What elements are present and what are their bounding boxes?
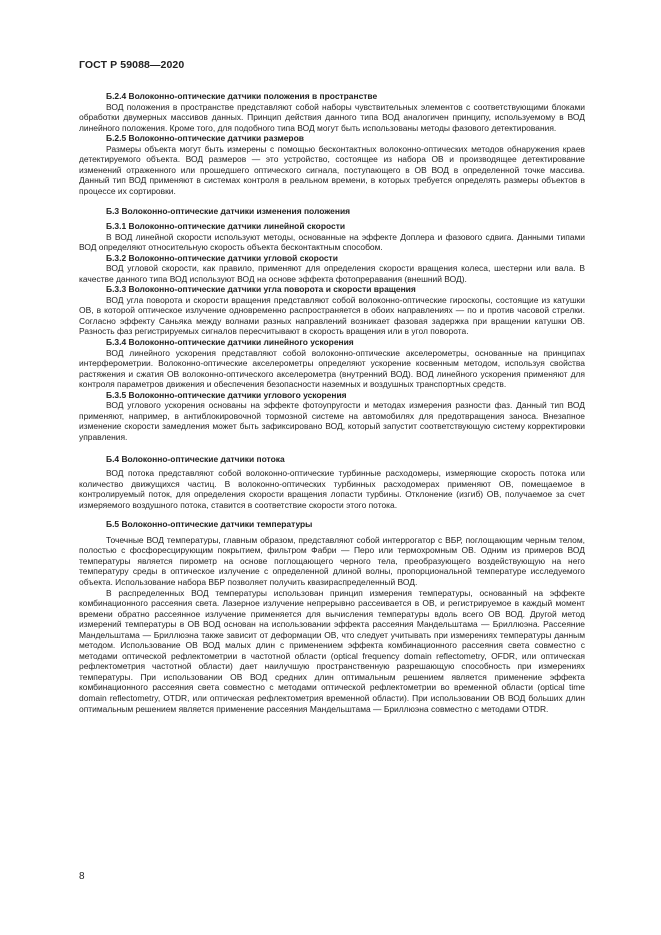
heading-b-3-4: Б.3.4 Волоконно-оптические датчики линейного ускорения — [106, 337, 354, 348]
paragraph-b-3-1: В ВОД линейной скорости используют методы, основанные на эффекте Доплера и фазового сдвига. Данными типами ВОД определяют относительную скорость объекта бесконтактным способом. — [79, 231, 585, 253]
paragraph-b-5-point-sensors: Точечные ВОД температуры, главным образом, представляют собой интеррогатор с ВБР, поглощающим черным телом, полостью с фосфоресцирующим покрытием, фильтром Фабри — Перо или термохромным ОВ. Одним из примеров ВОД температуры является пирометр на основе поглощающего черного тела, преобразующего воздействующую на него температуру среды в оптическое излучение с определенной длиной волны, пропорциональной температуре исследуемого объекта. Использование набора ВБР позволяет получить квазираспределенный ВОД. — [79, 534, 585, 587]
paragraph-b-4: ВОД потока представляют собой волоконно-оптические турбинные расходомеры, измеряющие скорость потока или количество движущихся частиц. В волоконно-оптических турбинных расходомерах применяют ОВ, помещаемое в контролируемый поток, для определения скорости вращения лопасти турбины. Отклонение (изгиб) ОВ, получаемое за счет измеряемого воздушного потока, ставится в соответствие скорости этого потока. — [79, 468, 585, 510]
heading-b-2-4: Б.2.4 Волоконно-оптические датчики положения в пространстве — [106, 91, 378, 101]
paragraph-b-3-4: ВОД линейного ускорения представляют собой волоконно-оптические акселерометры, основанные на принципах интерферометрии. Волоконно-оптические акселерометры определяют ускорение косвенным методом, используя свойства растяжения и сжатия ОВ волоконно-оптического акселерометра (внутренний ВОД). ВОД линейного ускорения применяют для контроля параметров движения и обеспечения безопасности наземных и воздушных транспортных средств. — [79, 347, 585, 390]
heading-b-3: Б.3 Волоконно-оптические датчики изменения положения — [106, 206, 351, 217]
paragraph-b-3-3: ВОД угла поворота и скорости вращения представляют собой волоконно-оптические гироскопы, состоящие из катушки ОВ, в которой оптическое излучение одновременно распространяется в обоих направлениях — по и против часовой стрелки. Согласно эффекту Саньяка между волнами разных направлений возникает фазовая задержка при вращении катушки ОВ. Разность фаз регистрируемых сигналов пересчитывают в скорость вращения или в угол поворота. — [79, 294, 585, 337]
heading-b-3-2: Б.3.2 Волоконно-оптические датчики угловой скорости — [106, 252, 338, 263]
paragraph-b-3-5: ВОД углового ускорения основаны на эффекте фотоупругости и методах измерения разности фаз. Данный тип ВОД применяют, например, в антиблокировочной тормозной системе на автомобилях для предотвращения заноса. Внезапное изменение скорости замедления может быть зафиксировано ВОД, который запустит соответствующую систему корректировки управления. — [79, 400, 585, 442]
heading-b-3-5: Б.3.5 Волоконно-оптические датчики углового ускорения — [106, 389, 347, 400]
heading-b-2-5: Б.2.5 Волоконно-оптические датчики размеров — [106, 133, 304, 144]
heading-b-3-3: Б.3.3 Волоконно-оптические датчики угла поворота и скорости вращения — [106, 284, 416, 295]
paragraph-b-2-4: ВОД положения в пространстве представляют собой наборы чувствительных элементов с соответствующими блоками обработки двумерных массивов данных. Принцип действия данного типа ВОД аналогичен принципу, используемому в ВОД линейного положения. Кроме того, для подобного типа ВОД могут быть использованы методы фазового детектирования. — [79, 101, 585, 133]
paragraph-b-5-distributed-sensors: В распределенных ВОД температуры использован принцип измерения температуры, основанный на эффекте комбинационного рассеяния света. Лазерное излучение непрерывно рассеивается в ОВ, и регистрируемое в каждый момент времени обратно рассеянное излучение применяется для вычисления температуры вдоль всего ОВ ВОД. Другой метод измерений температуры в ОВ ВОД основан на использовании эффекта рассеяния Мандельштама — Бриллюэна. Рассеяние Мандельштама — Бриллюэна также зависит от деформации ОВ, что следует учитывать при измерениях температуры данным методом. Использование ОВ ВОД малых длин с применением эффекта комбинационного рассеяния света совместно с методами оптической рефлектометрии в частотной области (optical frequency domain reflectometry, OFDR, или оптическая рефлектометрия частотной области) дает наилучшую пространственную разрешающую способность при измерениях температуры. При использовании ОВ ВОД средних длин оптимальным решением является применение эффекта комбинационного рассеяния света совместно с методами оптической рефлектометрии во временной области (optical time domain reflectometry, OTDR, или оптическая рефлектометрия временной области). При использовании ОВ ВОД больших длин оптимальным решением является применение рассеяния Мандельштама — Бриллюэна совместно с методами OTDR. — [79, 587, 585, 714]
heading-b-4: Б.4 Волоконно-оптические датчики потока — [106, 453, 285, 464]
page-number: 8 — [79, 871, 85, 882]
heading-b-5: Б.5 Волоконно-оптические датчики температуры — [106, 519, 313, 530]
page-body — [79, 91, 585, 714]
paragraph-b-2-5: Размеры объекта могут быть измерены с помощью бесконтактных волоконно-оптических методов обнаружения краев детектируемого объекта. ВОД размеров — это устройство, состоящее из набора ОВ и производящее детектирование изменений отраженного или прошедшего оптического сигнала, поступающего в ОВ ВОД в определенной точке массива. Данный тип ВОД применяют в системах контроля в реальном времени, в которых требуется определять размеры объектов в процессе их сортировки. — [79, 143, 585, 196]
heading-b-3-1: Б.3.1 Волоконно-оптические датчики линейной скорости — [106, 221, 346, 232]
paragraph-b-3-2: ВОД угловой скорости, как правило, применяют для определения скорости вращения колеса, шестерни или вала. В качестве данного типа ВОД используют ВОД на основе эффекта фотопреравания (внешний ВОД). — [79, 263, 585, 284]
document-id-header: ГОСТ Р 59088—2020 — [79, 59, 185, 71]
